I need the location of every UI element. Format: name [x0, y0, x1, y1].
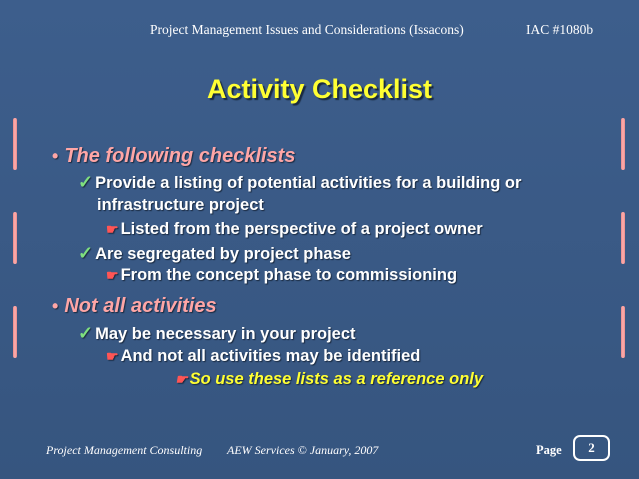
bullet-text: From the concept phase to commissioning: [120, 266, 458, 284]
pointing-hand-icon: ☛: [106, 348, 119, 364]
checkmark-icon: ✓: [78, 323, 94, 343]
right-decor-bar: [621, 212, 625, 264]
pointing-hand-icon: ☛: [175, 371, 188, 387]
bullet-dot-icon: •: [52, 296, 59, 316]
footer-copyright: AEW Services © January, 2007: [227, 443, 379, 457]
right-decor-bar: [621, 306, 625, 358]
bullet-dot-icon: •: [52, 146, 59, 166]
header-title: Project Management Issues and Considerations (Issacons): [150, 22, 464, 37]
bullet-level1: [52, 145, 295, 168]
bullet-level3: [106, 347, 420, 366]
bullet-text: Provide a listing of potential activities for a building or: [95, 174, 522, 192]
bullet-level2: [78, 243, 351, 264]
bullet-level3: [106, 220, 483, 239]
left-decor-bar: [13, 212, 17, 264]
page-label: Page: [536, 443, 562, 457]
bullet-text: Listed from the perspective of a project owner: [120, 220, 483, 238]
bullet-text: And not all activities may be identified: [120, 347, 421, 365]
bullet-level1: [52, 295, 217, 318]
bullet-level3: [106, 266, 457, 285]
header-code: IAC #1080b: [526, 22, 594, 37]
bullet-text: So use these lists as a reference only: [189, 370, 484, 388]
pointing-hand-icon: ☛: [106, 267, 119, 283]
bullet-text: May be necessary in your project: [95, 325, 356, 343]
bullet-level2: [78, 323, 356, 344]
bullet-text: Are segregated by project phase: [95, 245, 351, 263]
left-decor-bar: [13, 306, 17, 358]
slide-header: [150, 22, 594, 38]
bullet-text: infrastructure project: [97, 196, 264, 214]
slide-title: Activity Checklist: [206, 74, 433, 104]
page-number: 2: [588, 440, 595, 455]
pointing-hand-icon: ☛: [106, 221, 119, 237]
bullet-level2: [78, 172, 521, 193]
bullet-text: Not all activities: [64, 295, 217, 317]
checkmark-icon: ✓: [78, 243, 94, 263]
footer-company: Project Management Consulting: [46, 443, 203, 457]
bullet-level2-continuation: [97, 196, 264, 215]
bullet-text: The following checklists: [64, 145, 296, 167]
bullet-level4: [175, 370, 483, 389]
right-decor-bar: [621, 118, 625, 170]
left-decor-bar: [13, 118, 17, 170]
page-number-box: [573, 435, 610, 461]
checkmark-icon: ✓: [78, 172, 94, 192]
